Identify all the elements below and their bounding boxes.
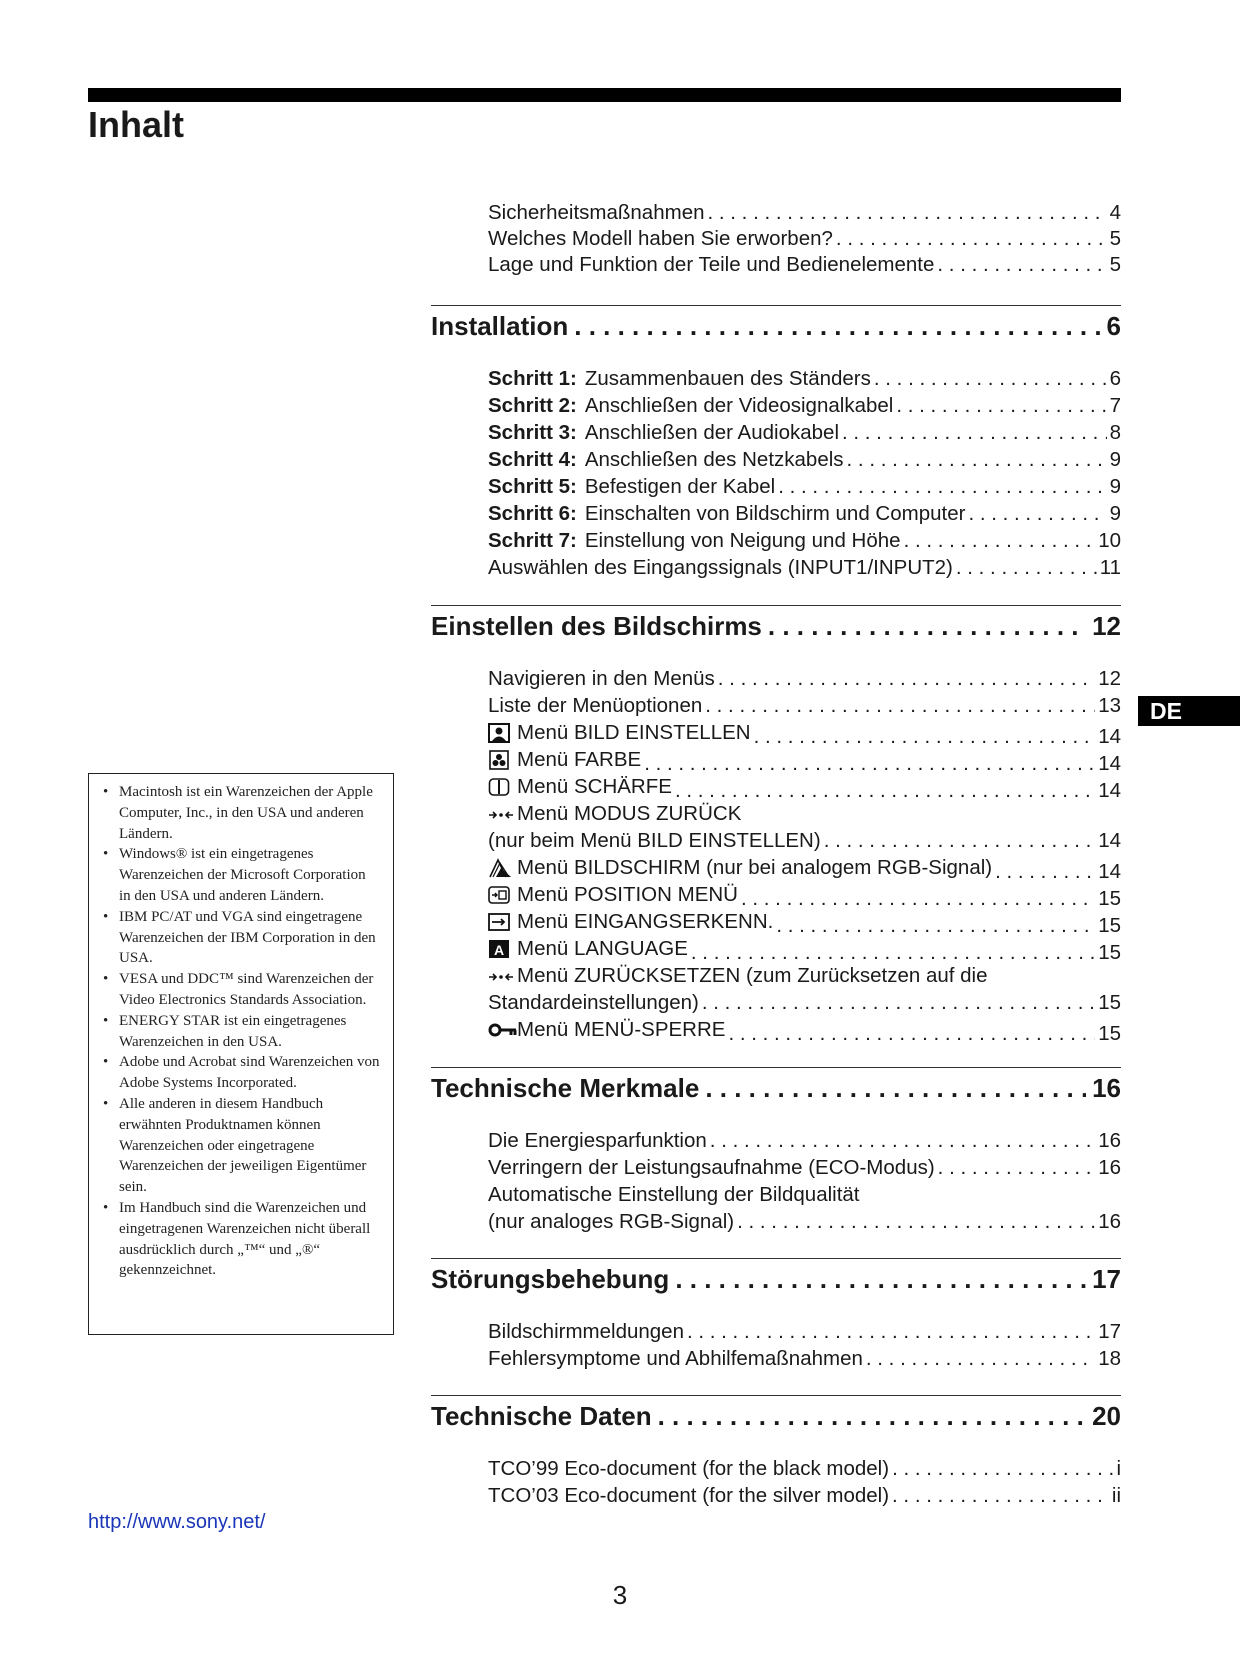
toc-entry-text <box>488 746 641 774</box>
entry-title: Menü ZURÜCKSETZEN (zum Zurücksetzen auf die <box>517 964 988 987</box>
dot-leader <box>956 554 1097 582</box>
page-ref: 11 <box>1099 556 1121 579</box>
entry-title: Zusammenbauen des Ständers <box>584 367 871 390</box>
toc-entry-text <box>488 962 988 990</box>
section-rule <box>431 1395 1121 1396</box>
toc-entry-text <box>488 719 751 747</box>
toc-entry-text <box>488 500 965 528</box>
step-label: Schritt 5: <box>488 475 577 498</box>
entry-title: Fehlersymptome und Abhilfemaßnahmen <box>488 1347 863 1370</box>
page-ref: 9 <box>1109 502 1121 525</box>
dot-leader <box>710 1127 1095 1155</box>
toc-entry[interactable] <box>488 1127 1121 1155</box>
toc-entry-text <box>488 365 871 393</box>
dot-leader <box>658 1399 1086 1433</box>
toc-entry-text <box>488 800 741 828</box>
dot-leader <box>824 827 1096 855</box>
section-title: Technische Daten <box>431 1401 652 1431</box>
section-page: 6 <box>1106 311 1121 341</box>
entry-title: Anschließen der Audiokabel <box>584 421 839 444</box>
toc-entry-text <box>488 908 773 936</box>
key-icon <box>488 1020 510 1040</box>
reset-arrow-icon <box>488 805 510 825</box>
page-ref: 14 <box>1098 779 1121 802</box>
toc-entry[interactable] <box>488 1318 1121 1346</box>
dot-leader <box>842 419 1107 447</box>
sony-website-link[interactable]: http://www.sony.net/ <box>88 1511 266 1533</box>
toc-entry[interactable] <box>488 1345 1121 1373</box>
section-title: Installation <box>431 311 569 341</box>
page-number: 3 <box>612 1580 628 1610</box>
dot-leader <box>904 527 1096 555</box>
section-heading[interactable] <box>431 609 1121 643</box>
entry-title: Verringern der Leistungsaufnahme (ECO-Modus) <box>488 1156 935 1179</box>
toc-entry-text <box>488 854 992 882</box>
dot-leader <box>728 1020 1095 1048</box>
page-ref: 18 <box>1098 1347 1121 1370</box>
toc-entry[interactable] <box>488 854 1121 882</box>
sharpness-icon <box>488 777 510 797</box>
toc-entry[interactable] <box>488 881 1121 909</box>
page-ref: 9 <box>1109 448 1121 471</box>
entry-title: Menü FARBE <box>517 748 642 771</box>
entry-title: Bildschirmmeldungen <box>488 1320 684 1343</box>
entry-title: Einschalten von Bildschirm und Computer <box>584 502 966 525</box>
step-label: Schritt 7: <box>488 529 577 552</box>
entry-title: Welches Modell haben Sie erworben? <box>488 227 833 250</box>
page-title: Inhalt <box>88 104 184 145</box>
entry-title: TCO’99 Eco-document (for the black model) <box>488 1457 890 1480</box>
entry-title: Menü LANGUAGE <box>517 937 688 960</box>
section-rule <box>431 605 1121 606</box>
dot-leader <box>702 989 1095 1017</box>
section-rule <box>431 305 1121 306</box>
page-ref: 15 <box>1098 914 1121 937</box>
toc-entry-text <box>488 1016 725 1044</box>
page-ref: 14 <box>1098 725 1121 748</box>
language-icon <box>488 939 510 959</box>
dot-leader <box>938 1154 1096 1182</box>
step-label: Schritt 6: <box>488 502 577 525</box>
toc-entry-text <box>488 392 893 420</box>
dot-leader <box>836 225 1107 253</box>
entry-title: Anschließen der Videosignalkabel <box>584 394 894 417</box>
toc-entry[interactable] <box>488 500 1121 528</box>
toc-entry[interactable] <box>488 199 1121 227</box>
toc-entry-text <box>488 473 775 501</box>
page-ref: 13 <box>1098 694 1121 717</box>
section-heading[interactable] <box>431 309 1121 343</box>
toc-entry[interactable] <box>488 251 1121 279</box>
page-ref: 14 <box>1098 752 1121 775</box>
toc-entry-text <box>488 1127 707 1155</box>
entry-title: Menü SCHÄRFE <box>517 775 672 798</box>
page-ref: ii <box>1111 1484 1121 1507</box>
toc-entry-text <box>488 1345 863 1373</box>
toc-entry-text <box>488 554 953 582</box>
page-ref: 4 <box>1109 201 1121 224</box>
toc-entry[interactable] <box>488 773 1121 801</box>
entry-title: Einstellung von Neigung und Höhe <box>584 529 901 552</box>
entry-title: Lage und Funktion der Teile und Bedienelemente <box>488 253 935 276</box>
section-page: 12 <box>1092 611 1121 641</box>
toc-entry-text <box>488 665 715 693</box>
trademark-note: • Macintosh ist ein Warenzeichen der Apple Computer, Inc., in den USA und anderen Ländern. <box>101 782 381 844</box>
section-page: 17 <box>1092 1264 1121 1294</box>
toc-entry[interactable] <box>488 1208 1121 1236</box>
trademark-notice-box <box>88 773 394 1335</box>
toc-entry[interactable] <box>488 1482 1121 1510</box>
toc-entry-text <box>488 1154 935 1182</box>
toc-entry-text <box>488 225 833 253</box>
toc-entry[interactable] <box>488 1016 1121 1044</box>
toc-entry[interactable] <box>488 527 1121 555</box>
entry-title: Sicherheitsmaßnahmen <box>488 201 705 224</box>
toc-entry[interactable] <box>488 1154 1121 1182</box>
toc-entry-text <box>488 419 839 447</box>
section-heading[interactable] <box>431 1262 1121 1296</box>
picture-icon <box>488 723 510 743</box>
dot-leader <box>968 500 1106 528</box>
toc-entry[interactable] <box>488 1455 1121 1483</box>
dot-leader <box>896 392 1106 420</box>
dot-leader <box>866 1345 1095 1373</box>
page-ref: 16 <box>1098 1210 1121 1233</box>
page-ref: 8 <box>1109 421 1121 444</box>
toc-entry[interactable] <box>488 692 1121 720</box>
entry-title: Die Energiesparfunktion <box>488 1129 707 1152</box>
step-label: Schritt 4: <box>488 448 577 471</box>
toc-entry[interactable] <box>488 665 1121 693</box>
toc-entry[interactable] <box>488 719 1121 747</box>
trademark-note: • Alle anderen in diesem Handbuch erwähnten Produktnamen können Warenzeichen oder eingetragene Warenzeichen der jeweiligen Eigentümer sein. <box>101 1094 381 1198</box>
trademark-note: • VESA und DDC™ sind Warenzeichen der Video Electronics Standards Association. <box>101 969 381 1011</box>
entry-title: Menü MODUS ZURÜCK <box>517 802 742 825</box>
entry-title: Auswählen des Eingangssignals (INPUT1/INPUT2) <box>488 556 953 579</box>
entry-title: (nur analoges RGB-Signal) <box>488 1210 735 1233</box>
page-ref: 15 <box>1098 941 1121 964</box>
entry-title: Menü BILD EINSTELLEN <box>517 721 751 744</box>
page-ref: 15 <box>1098 1022 1121 1045</box>
toc-entry-text <box>488 446 844 474</box>
dot-leader <box>937 251 1106 279</box>
toc-entry[interactable] <box>488 746 1121 774</box>
page-ref: 15 <box>1098 887 1121 910</box>
section-heading[interactable] <box>431 1071 1121 1105</box>
trademark-list <box>101 782 381 1281</box>
toc-entry[interactable] <box>488 473 1121 501</box>
page-ref: 5 <box>1109 227 1121 250</box>
toc-entry-text <box>488 1482 889 1510</box>
step-label: Schritt 2: <box>488 394 577 417</box>
page-ref: 14 <box>1098 860 1121 883</box>
page-ref: 16 <box>1098 1156 1121 1179</box>
entry-title: Liste der Menüoptionen <box>488 694 703 717</box>
toc-entry-text <box>488 692 702 720</box>
screen-icon <box>488 858 510 878</box>
page-ref: 9 <box>1109 475 1121 498</box>
dot-leader <box>675 1262 1086 1296</box>
toc-entry[interactable] <box>488 419 1121 447</box>
page-ref: 12 <box>1098 667 1121 690</box>
entry-title: Befestigen der Kabel <box>584 475 776 498</box>
language-tab: DE <box>1138 696 1240 726</box>
toc-entry[interactable] <box>488 989 1121 1017</box>
section-title: Technische Merkmale <box>431 1073 700 1103</box>
entry-title: Automatische Einstellung der Bildqualität <box>488 1183 860 1206</box>
dot-leader <box>847 446 1107 474</box>
page-ref: 10 <box>1098 529 1121 552</box>
entry-title: Menü POSITION MENÜ <box>517 883 738 906</box>
toc-entry-text <box>488 199 705 227</box>
toc-entry-text <box>488 773 672 801</box>
section-title: Einstellen des Bildschirms <box>431 611 762 641</box>
toc-entry[interactable] <box>488 908 1121 936</box>
step-label: Schritt 3: <box>488 421 577 444</box>
toc-entry-text <box>488 251 934 279</box>
toc-entry-text <box>488 527 901 555</box>
page-ref: 5 <box>1109 253 1121 276</box>
trademark-note: • Windows® ist ein eingetragenes Warenzeichen der Microsoft Corporation in den USA und anderen Ländern. <box>101 844 381 906</box>
dot-leader <box>718 665 1095 693</box>
trademark-note: • ENERGY STAR ist ein eingetragenes Warenzeichen in den USA. <box>101 1011 381 1053</box>
section-rule <box>431 1258 1121 1259</box>
toc-entry-text <box>488 1318 684 1346</box>
toc-entry[interactable] <box>488 1181 860 1209</box>
section-page: 20 <box>1092 1401 1121 1431</box>
entry-title: Standardeinstellungen) <box>488 991 699 1014</box>
toc-entry[interactable] <box>488 800 741 828</box>
dot-leader <box>874 365 1107 393</box>
dot-leader <box>892 1482 1109 1510</box>
toc-entry[interactable] <box>488 962 988 990</box>
dot-leader <box>705 692 1095 720</box>
dot-leader <box>708 199 1107 227</box>
entry-title: Navigieren in den Menüs <box>488 667 715 690</box>
entry-title: Menü EINGANGSERKENN. <box>517 910 774 933</box>
toc-entry-text <box>488 1181 860 1209</box>
trademark-note: • Adobe und Acrobat sind Warenzeichen von Adobe Systems Incorporated. <box>101 1052 381 1094</box>
top-rule <box>88 88 1121 102</box>
trademark-note: • Im Handbuch sind die Warenzeichen und eingetragenen Warenzeichen nicht überall ausdrücklich durch „™“ und „®“ gekennzeichnet. <box>101 1198 381 1281</box>
page-ref: 16 <box>1098 1129 1121 1152</box>
trademark-note: • IBM PC/AT und VGA sind eingetragene Warenzeichen der IBM Corporation in den USA. <box>101 907 381 969</box>
color-icon <box>488 750 510 770</box>
section-heading[interactable] <box>431 1399 1121 1433</box>
toc-entry-text <box>488 935 688 963</box>
reset-arrow-icon <box>488 967 510 987</box>
page-ref: 17 <box>1098 1320 1121 1343</box>
dot-leader <box>705 1071 1086 1105</box>
dot-leader <box>768 609 1086 643</box>
page-ref: 6 <box>1109 367 1121 390</box>
entry-title: TCO’03 Eco-document (for the silver model) <box>488 1484 890 1507</box>
toc-entry-text <box>488 989 699 1017</box>
position-icon <box>488 885 510 905</box>
dot-leader <box>687 1318 1095 1346</box>
svg-text:A: A <box>493 942 505 958</box>
page-ref: 14 <box>1098 829 1121 852</box>
entry-title: Anschließen des Netzkabels <box>584 448 844 471</box>
dot-leader <box>778 473 1106 501</box>
toc-entry[interactable] <box>488 827 1121 855</box>
page-ref: i <box>1116 1457 1121 1480</box>
toc-entry-text <box>488 881 738 909</box>
page-ref: 15 <box>1098 991 1121 1014</box>
toc-entry-text <box>488 827 821 855</box>
input-sensing-icon <box>488 912 510 932</box>
toc-entry[interactable] <box>488 365 1121 393</box>
page-ref: 7 <box>1109 394 1121 417</box>
section-page: 16 <box>1092 1073 1121 1103</box>
entry-title: (nur beim Menü BILD EINSTELLEN) <box>488 829 821 852</box>
toc-entry[interactable] <box>488 225 1121 253</box>
toc-entry[interactable] <box>488 446 1121 474</box>
toc-entry-text <box>488 1208 734 1236</box>
dot-leader <box>737 1208 1095 1236</box>
section-rule <box>431 1067 1121 1068</box>
entry-title: Menü MENÜ-SPERRE <box>517 1018 726 1041</box>
dot-leader <box>574 309 1100 343</box>
entry-title: Menü BILDSCHIRM (nur bei analogem RGB-Signal) <box>517 856 993 879</box>
toc-entry[interactable] <box>488 935 1121 963</box>
dot-leader <box>892 1455 1113 1483</box>
step-label: Schritt 1: <box>488 367 577 390</box>
toc-entry[interactable] <box>488 392 1121 420</box>
toc-entry[interactable] <box>488 554 1121 582</box>
section-title: Störungsbehebung <box>431 1264 670 1294</box>
toc-entry-text <box>488 1455 889 1483</box>
